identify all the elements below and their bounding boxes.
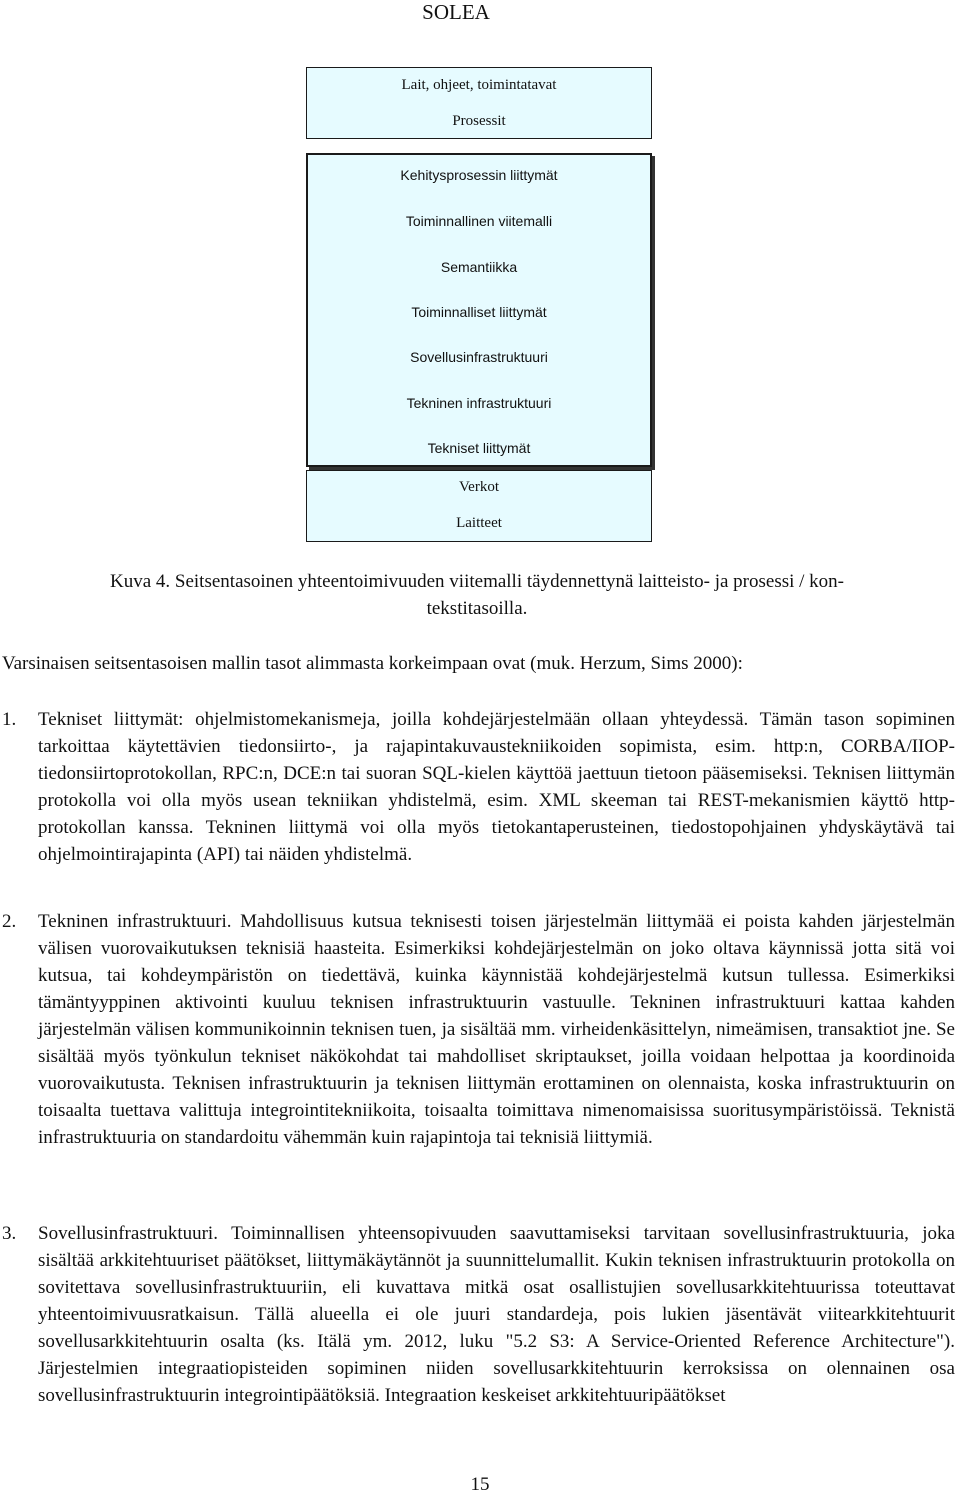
layer-label: Toiminnalliset liittymät bbox=[411, 304, 547, 320]
list-item-text: Tekninen infrastruktuuri. Mahdollisuus kutsua teknisesti toisen järjestelmän liittymää ei poista kahden järjestelmän välisen vuorovaikutuksen teknisiä haasteita. Esimerkiksi kohdejärjestelmän on joko oltava käynnissä jotta sitä voi kutsua, tai kohdeympäristön on tiedettävä, kuinka käynnistää kohdejärjestelmä kutsun tullessa. Esimerkiksi tämäntyyppinen aktivointi kuuluu teknisen infrastruktuurin vastuulle. Tekninen infrastruktuuri kattaa kahden järjestelmän välisen kommunikoinnin teknisen tuen, ja sisältää mm. virheidenkäsittelyn, nimeämisen, transaktiot jne. Se sisältää myös työnkulun tekniset näkökohdat tai mahdolliset skriptaukset, joilla voidaan helpottaa ja koordinoida vuorovaikutusta. Teknisen infrastruktuurin ja teknisen liittymän erottaminen on olennaista, koska infrastruktuurin on toisaalta tuettava valittuja integrointitekniikoita, toisaalta toimittava nimenomaisissa suoritusympäristöissä. Teknistä infrastruktuuria on standardoitu vähemmän kuin rajapintoja tai teknisiä liittymiä. bbox=[38, 911, 955, 1148]
page-number: 15 bbox=[470, 1474, 490, 1495]
layer-label: Verkot bbox=[459, 479, 499, 495]
layer-label: Lait, ohjeet, toimintatavat bbox=[401, 77, 557, 93]
layer-label: Sovellusinfrastruktuuri bbox=[410, 349, 548, 365]
layer-label: Laitteet bbox=[456, 515, 502, 531]
device-layer-box bbox=[306, 470, 652, 542]
list-item-number: 3. bbox=[2, 1223, 17, 1244]
layer-label: Semantiikka bbox=[440, 259, 518, 275]
layer-label: Toiminnallinen viitemalli bbox=[405, 213, 553, 229]
list-item-text: Sovellusinfrastruktuuri. Toiminnallisen yhteensopivuuden saavuttamiseksi tarvitaan sovellusinfrastruktuuria, joka sisältää arkkitehtuuriset päätökset, liittymäkäytännöt ja suunnittelumallit. Kukin teknisen infrastruktuurin protokolla on sovitettava sovellusinfrastruktuuriin, eli kuvattava mitkä osat osallistujien sovellusarkkitehtuurissa toteuttavat yhteentoimivuusratkaisun. Tällä alueella ei ole juuri standardeja, pois lukien jäsentävät viitearkkitehtuurit sovellusarkkitehtuurin osalta (ks. Itälä ym. 2012, luku "5.2 S3: A Service-Oriented Reference Architecture"). Järjestelmien integraatiopisteiden sopiminen niiden sovellusarkkitehtuurin kerroksissa on olennainen osa sovellusinfrastruktuurin integrointipäätöksiä. Integraation keskeiset arkkitehtuuripäätökset bbox=[38, 1223, 955, 1406]
layer-label: Tekninen infrastruktuuri bbox=[406, 395, 552, 411]
list-item-number: 2. bbox=[2, 911, 17, 932]
layer-label: Tekniset liittymät bbox=[427, 440, 531, 456]
interoperability-model-box bbox=[306, 153, 652, 467]
figure-caption bbox=[37, 568, 917, 622]
process-layer-box bbox=[306, 67, 652, 139]
list-item-number: 1. bbox=[2, 709, 17, 730]
caption-line: tekstitasoilla. bbox=[426, 598, 528, 619]
list-item-text: Tekniset liittymät: ohjelmistomekanismeja, joilla kohdejärjestelmään ollaan yhteydessä. Tämän tason sopiminen tarkoittaa käytettävien tiedonsiirto-, ja rajapintakuvaustekniikoiden sopimista, esim. http:n, CORBA/IIOP-tiedonsiirtoprotokollan, RPC:n, DCE:n tai suoran SQL-kielen käyttöä jaettuun tietoon pääsemiseksi. Teknisen liittymän protokolla voi olla myös usean tekniikan yhdistelmä, esim. XML skeeman tai REST-mekanismien käyttö http-protokollan kanssa. Tekninen liittymä voi olla myös tietokantaperusteinen, tiedostopohjainen yhdyskäytävä tai ohjelmointirajapinta (API) tai näiden yhdistelmä. bbox=[38, 709, 955, 865]
intro-paragraph: Varsinaisen seitsentasoisen mallin tasot alimmasta korkeimpaan ovat (muk. Herzum, Sims 2000): bbox=[2, 653, 743, 674]
layer-label: Prosessit bbox=[452, 113, 506, 129]
caption-line: Kuva 4. Seitsentasoinen yhteentoimivuuden viitemalli täydennettynä laitteisto- ja prosessi / kon- bbox=[110, 571, 844, 592]
layer-label: Kehitysprosessin liittymät bbox=[400, 167, 558, 183]
page-header: SOLEA bbox=[422, 0, 490, 24]
